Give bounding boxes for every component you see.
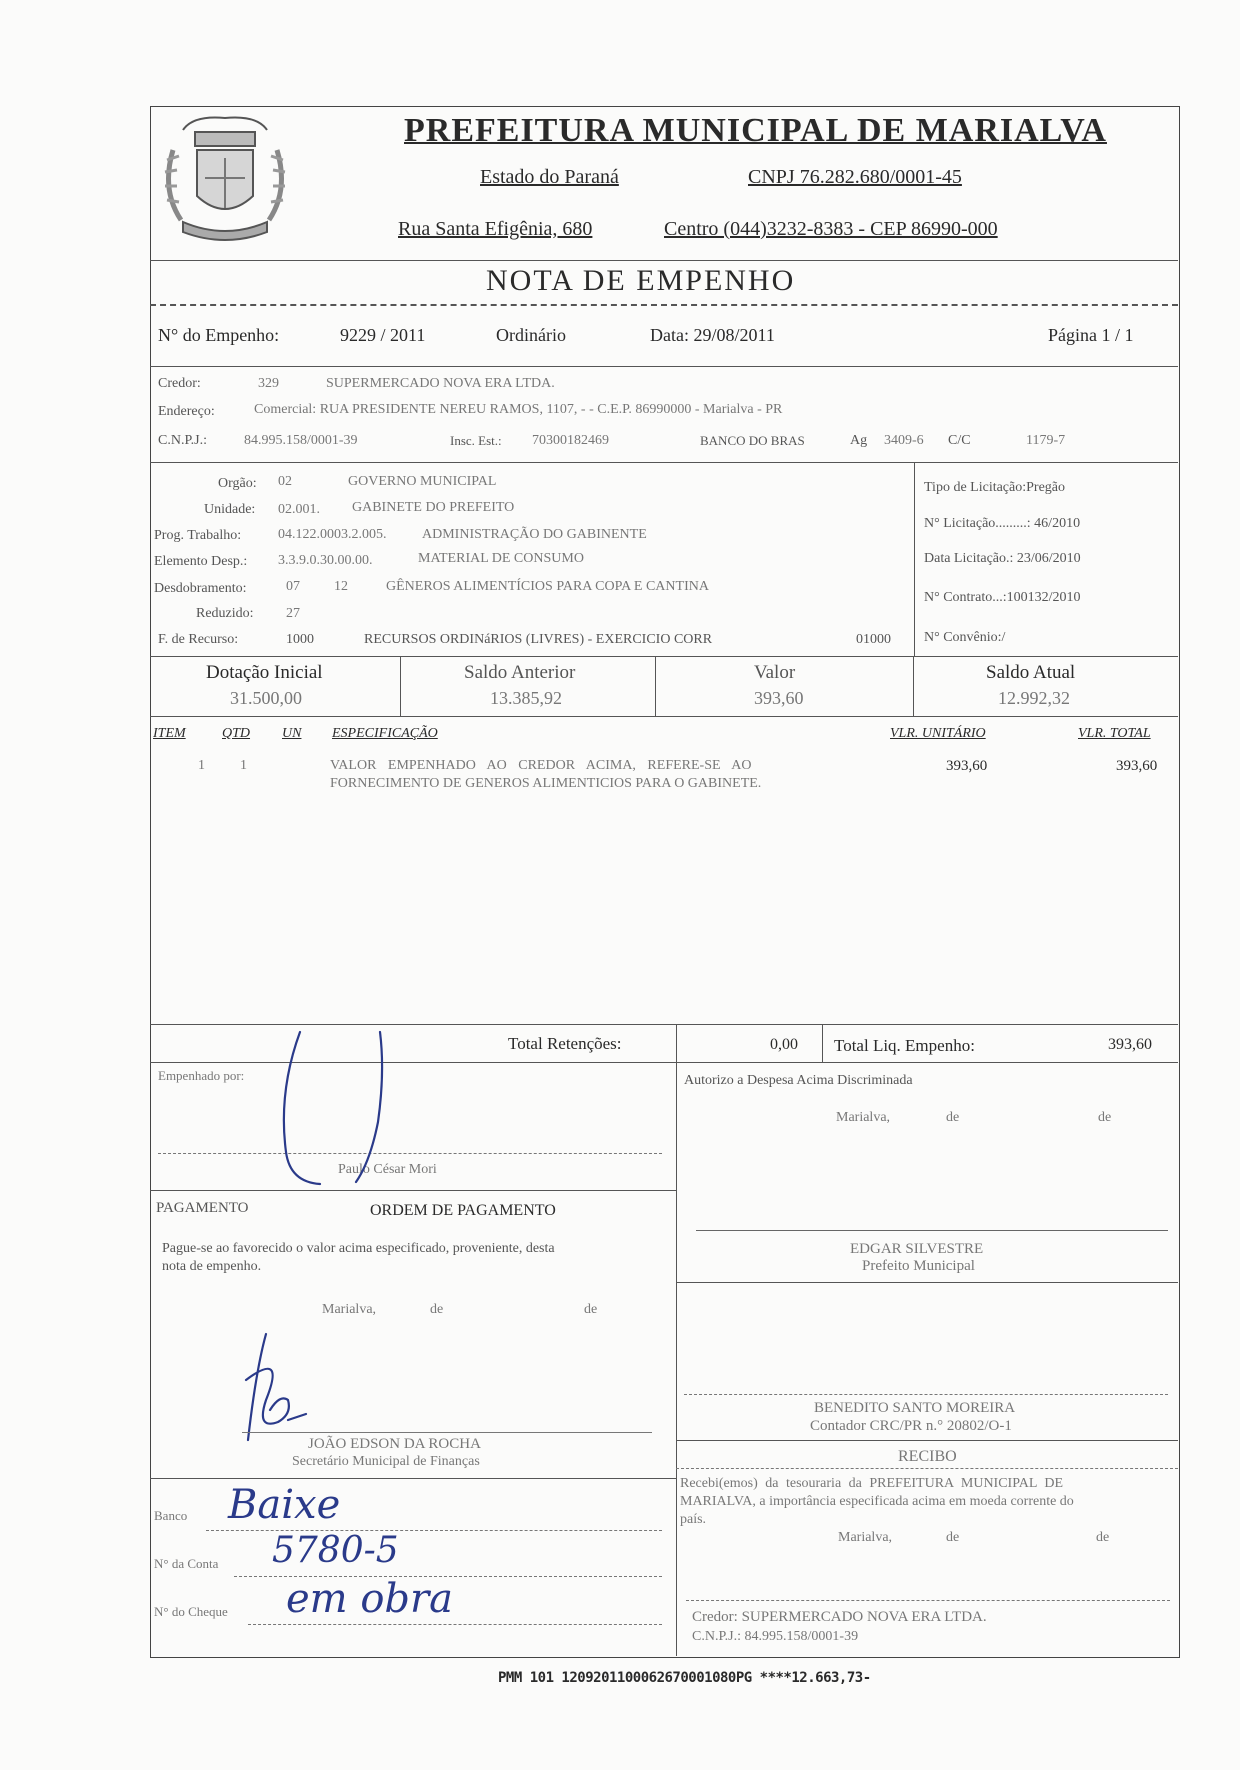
valor-label: Valor [754, 662, 796, 683]
prog-name: ADMINISTRAÇÃO DO GABINENTE [422, 527, 647, 542]
tipo-licitacao: Tipo de Licitação:Pregão [924, 480, 1066, 495]
column-total-value: VLR. TOTAL [1078, 726, 1151, 741]
desdobramento-code-b: 12 [334, 579, 348, 594]
header-address: Rua Santa Efigênia, 680 [398, 218, 593, 240]
elemento-code: 3.3.9.0.30.00.00. [278, 553, 373, 568]
ordem-pagamento-title: ORDEM DE PAGAMENTO [370, 1202, 556, 1219]
conta-label: N° da Conta [154, 1556, 219, 1571]
signature-line [686, 1600, 1170, 1601]
elemento-label: Elemento Desp.: [154, 554, 248, 569]
prog-label: Prog. Trabalho: [154, 528, 242, 543]
pagamento-label: PAGAMENTO [156, 1200, 249, 1216]
prefeito-name: EDGAR SILVESTRE [850, 1241, 984, 1257]
divider [914, 462, 915, 656]
divider [822, 1024, 823, 1062]
prefeito-role: Prefeito Municipal [862, 1258, 975, 1274]
unidade-label: Unidade: [204, 502, 256, 517]
address-label: Endereço: [158, 404, 215, 419]
desdobramento-name: GÊNEROS ALIMENTÍCIOS PARA COPA E CANTINA [386, 579, 709, 594]
elemento-name: MATERIAL DE CONSUMO [418, 551, 584, 566]
item-spec-line-1: VALOR EMPENHADO AO CREDOR ACIMA, REFERE-SE AO [330, 758, 752, 773]
item-total-value: 393,60 [1116, 758, 1158, 774]
recibo-de-2: de [1096, 1530, 1110, 1545]
cc-number: 1179-7 [1026, 433, 1066, 448]
conta-value: 5780-5 [272, 1530, 399, 1571]
reduzido-value: 27 [286, 606, 300, 621]
signature-line [684, 1394, 1168, 1395]
column-spec: ESPECIFICAÇÃO [332, 726, 438, 741]
header-cnpj: CNPJ 76.282.680/0001-45 [748, 166, 962, 188]
divider [676, 1440, 1178, 1441]
data-licitacao: Data Licitação.: 23/06/2010 [924, 551, 1081, 566]
document-title: NOTA DE EMPENHO [486, 264, 796, 297]
numero-contrato: N° Contrato...:100132/2010 [924, 590, 1081, 605]
recurso-number: 01000 [856, 632, 891, 647]
empenho-label: N° do Empenho: [158, 325, 280, 345]
liquido-label: Total Liq. Empenho: [834, 1036, 975, 1055]
pagamento-text-2: nota de empenho. [162, 1259, 262, 1274]
recurso-name: RECURSOS ORDINáRIOS (LIVRES) - EXERCICIO CORR [364, 632, 713, 647]
autorizo-de-2: de [1098, 1110, 1112, 1125]
autorizo-city: Marialva, [836, 1110, 891, 1125]
divider [676, 1282, 1178, 1283]
retencoes-label: Total Retenções: [508, 1034, 622, 1053]
dotacao-value: 31.500,00 [230, 688, 302, 708]
signature-empenhado [260, 1012, 410, 1192]
signature-line [696, 1230, 1168, 1231]
divider [676, 1062, 677, 1656]
secretario-name: JOÃO EDSON DA ROCHA [308, 1436, 481, 1452]
prog-code: 04.122.0003.2.005. [278, 527, 387, 542]
recibo-credor: Credor: SUPERMERCADO NOVA ERA LTDA. [692, 1609, 987, 1625]
banco-value: Baixe [228, 1482, 341, 1528]
column-qtd: QTD [222, 726, 251, 741]
header-district-phone: Centro (044)3232-8383 - CEP 86990-000 [664, 218, 998, 240]
credor-insc: 70300182469 [532, 433, 609, 448]
cc-label: C/C [948, 433, 971, 448]
coat-of-arms-logo [153, 110, 298, 250]
recurso-label: F. de Recurso: [158, 632, 239, 647]
unidade-code: 02.001. [278, 502, 320, 517]
cheque-label: N° do Cheque [154, 1604, 228, 1619]
orgao-code: 02 [278, 474, 292, 489]
page-number: Página 1 / 1 [1048, 325, 1134, 345]
desdobramento-label: Desdobramento: [154, 581, 247, 596]
column-item: ITEM [153, 726, 186, 741]
contador-role: Contador CRC/PR n.° 20802/O-1 [810, 1418, 1012, 1434]
cnpj-label: C.N.P.J.: [158, 433, 208, 448]
saldo-anterior-value: 13.385,92 [490, 688, 562, 708]
orgao-label: Orgão: [218, 476, 257, 491]
credor-cnpj: 84.995.158/0001-39 [244, 433, 358, 448]
divider [150, 716, 1178, 717]
item-spec-line-2: FORNECIMENTO DE GENEROS ALIMENTICIOS PARA O GABINETE. [330, 776, 762, 791]
empenho-type: Ordinário [496, 325, 566, 345]
divider [913, 656, 914, 716]
reduzido-label: Reduzido: [196, 606, 254, 621]
divider [676, 1468, 1178, 1469]
divider [150, 1478, 676, 1479]
ag-label: Ag [850, 433, 868, 448]
bank-name: BANCO DO BRAS [700, 433, 805, 448]
recibo-city: Marialva, [838, 1530, 893, 1545]
column-un: UN [282, 726, 302, 741]
contador-name: BENEDITO SANTO MOREIRA [814, 1400, 1016, 1416]
divider [150, 656, 1178, 657]
autorizo-label: Autorizo a Despesa Acima Discriminada [684, 1073, 913, 1088]
divider [676, 1024, 677, 1062]
empenho-date: Data: 29/08/2011 [650, 325, 775, 345]
pagamento-de-1: de [430, 1302, 444, 1317]
empenhado-label: Empenhado por: [158, 1068, 245, 1083]
credor-code: 329 [258, 376, 279, 391]
column-unit-value: VLR. UNITÁRIO [890, 726, 986, 741]
numero-licitacao: N° Licitação.........: 46/2010 [924, 516, 1081, 531]
item-unit-value: 393,60 [946, 758, 988, 774]
ag-number: 3409-6 [884, 433, 924, 448]
banco-label: Banco [154, 1508, 188, 1523]
saldo-atual-label: Saldo Atual [986, 662, 1076, 683]
autorizo-de-1: de [946, 1110, 960, 1125]
saldo-anterior-label: Saldo Anterior [464, 662, 576, 683]
item-number: 1 [198, 758, 205, 773]
recibo-cnpj: C.N.P.J.: 84.995.158/0001-39 [692, 1629, 859, 1644]
signature-line [158, 1153, 662, 1154]
divider [655, 656, 656, 716]
recibo-text-3: país. [680, 1512, 707, 1527]
valor-value: 393,60 [754, 688, 804, 708]
recibo-de-1: de [946, 1530, 960, 1545]
empenhado-name: Paulo César Mori [338, 1162, 437, 1177]
divider [150, 366, 1178, 367]
empenho-number: 9229 / 2011 [340, 325, 426, 345]
secretario-role: Secretário Municipal de Finanças [292, 1454, 480, 1469]
pagamento-de-2: de [584, 1302, 598, 1317]
desdobramento-code-a: 07 [286, 579, 300, 594]
dotacao-label: Dotação Inicial [206, 662, 323, 683]
header-state: Estado do Paraná [480, 166, 619, 188]
credor-address: Comercial: RUA PRESIDENTE NEREU RAMOS, 1107, - - C.E.P. 86990000 - Marialva - PR [254, 402, 783, 417]
pagamento-city: Marialva, [322, 1302, 377, 1317]
cheque-value: em obra [286, 1576, 453, 1622]
divider [400, 656, 401, 716]
insc-label: Insc. Est.: [450, 433, 502, 448]
recibo-title: RECIBO [898, 1448, 957, 1465]
orgao-name: GOVERNO MUNICIPAL [348, 474, 497, 489]
credor-name: SUPERMERCADO NOVA ERA LTDA. [326, 376, 555, 391]
unidade-name: GABINETE DO PREFEITO [352, 500, 515, 515]
header-title: PREFEITURA MUNICIPAL DE MARIALVA [404, 112, 1107, 149]
liquido-value: 393,60 [1108, 1036, 1152, 1053]
divider [150, 260, 1178, 261]
divider [150, 462, 1178, 463]
credor-label: Credor: [158, 376, 201, 391]
recurso-code: 1000 [286, 632, 314, 647]
cheque-line [248, 1624, 662, 1625]
divider [150, 304, 1178, 306]
pagamento-text-1: Pague-se ao favorecido o valor acima especificado, proveniente, desta [162, 1241, 555, 1256]
recibo-text-2: MARIALVA, a importância especificada acima em moeda corrente do [680, 1494, 1074, 1509]
signature-line [242, 1432, 652, 1433]
footer-code: PMM 101 1209201100062670001080PG ****12.663,73- [498, 1670, 871, 1686]
item-qtd: 1 [240, 758, 247, 773]
retencoes-value: 0,00 [770, 1036, 798, 1053]
saldo-atual-value: 12.992,32 [998, 688, 1070, 708]
numero-convenio: N° Convênio:/ [924, 630, 1006, 645]
divider [150, 1190, 676, 1191]
recibo-text-1: Recebi(emos) da tesouraria da PREFEITURA MUNICIPAL DE [680, 1476, 1064, 1491]
